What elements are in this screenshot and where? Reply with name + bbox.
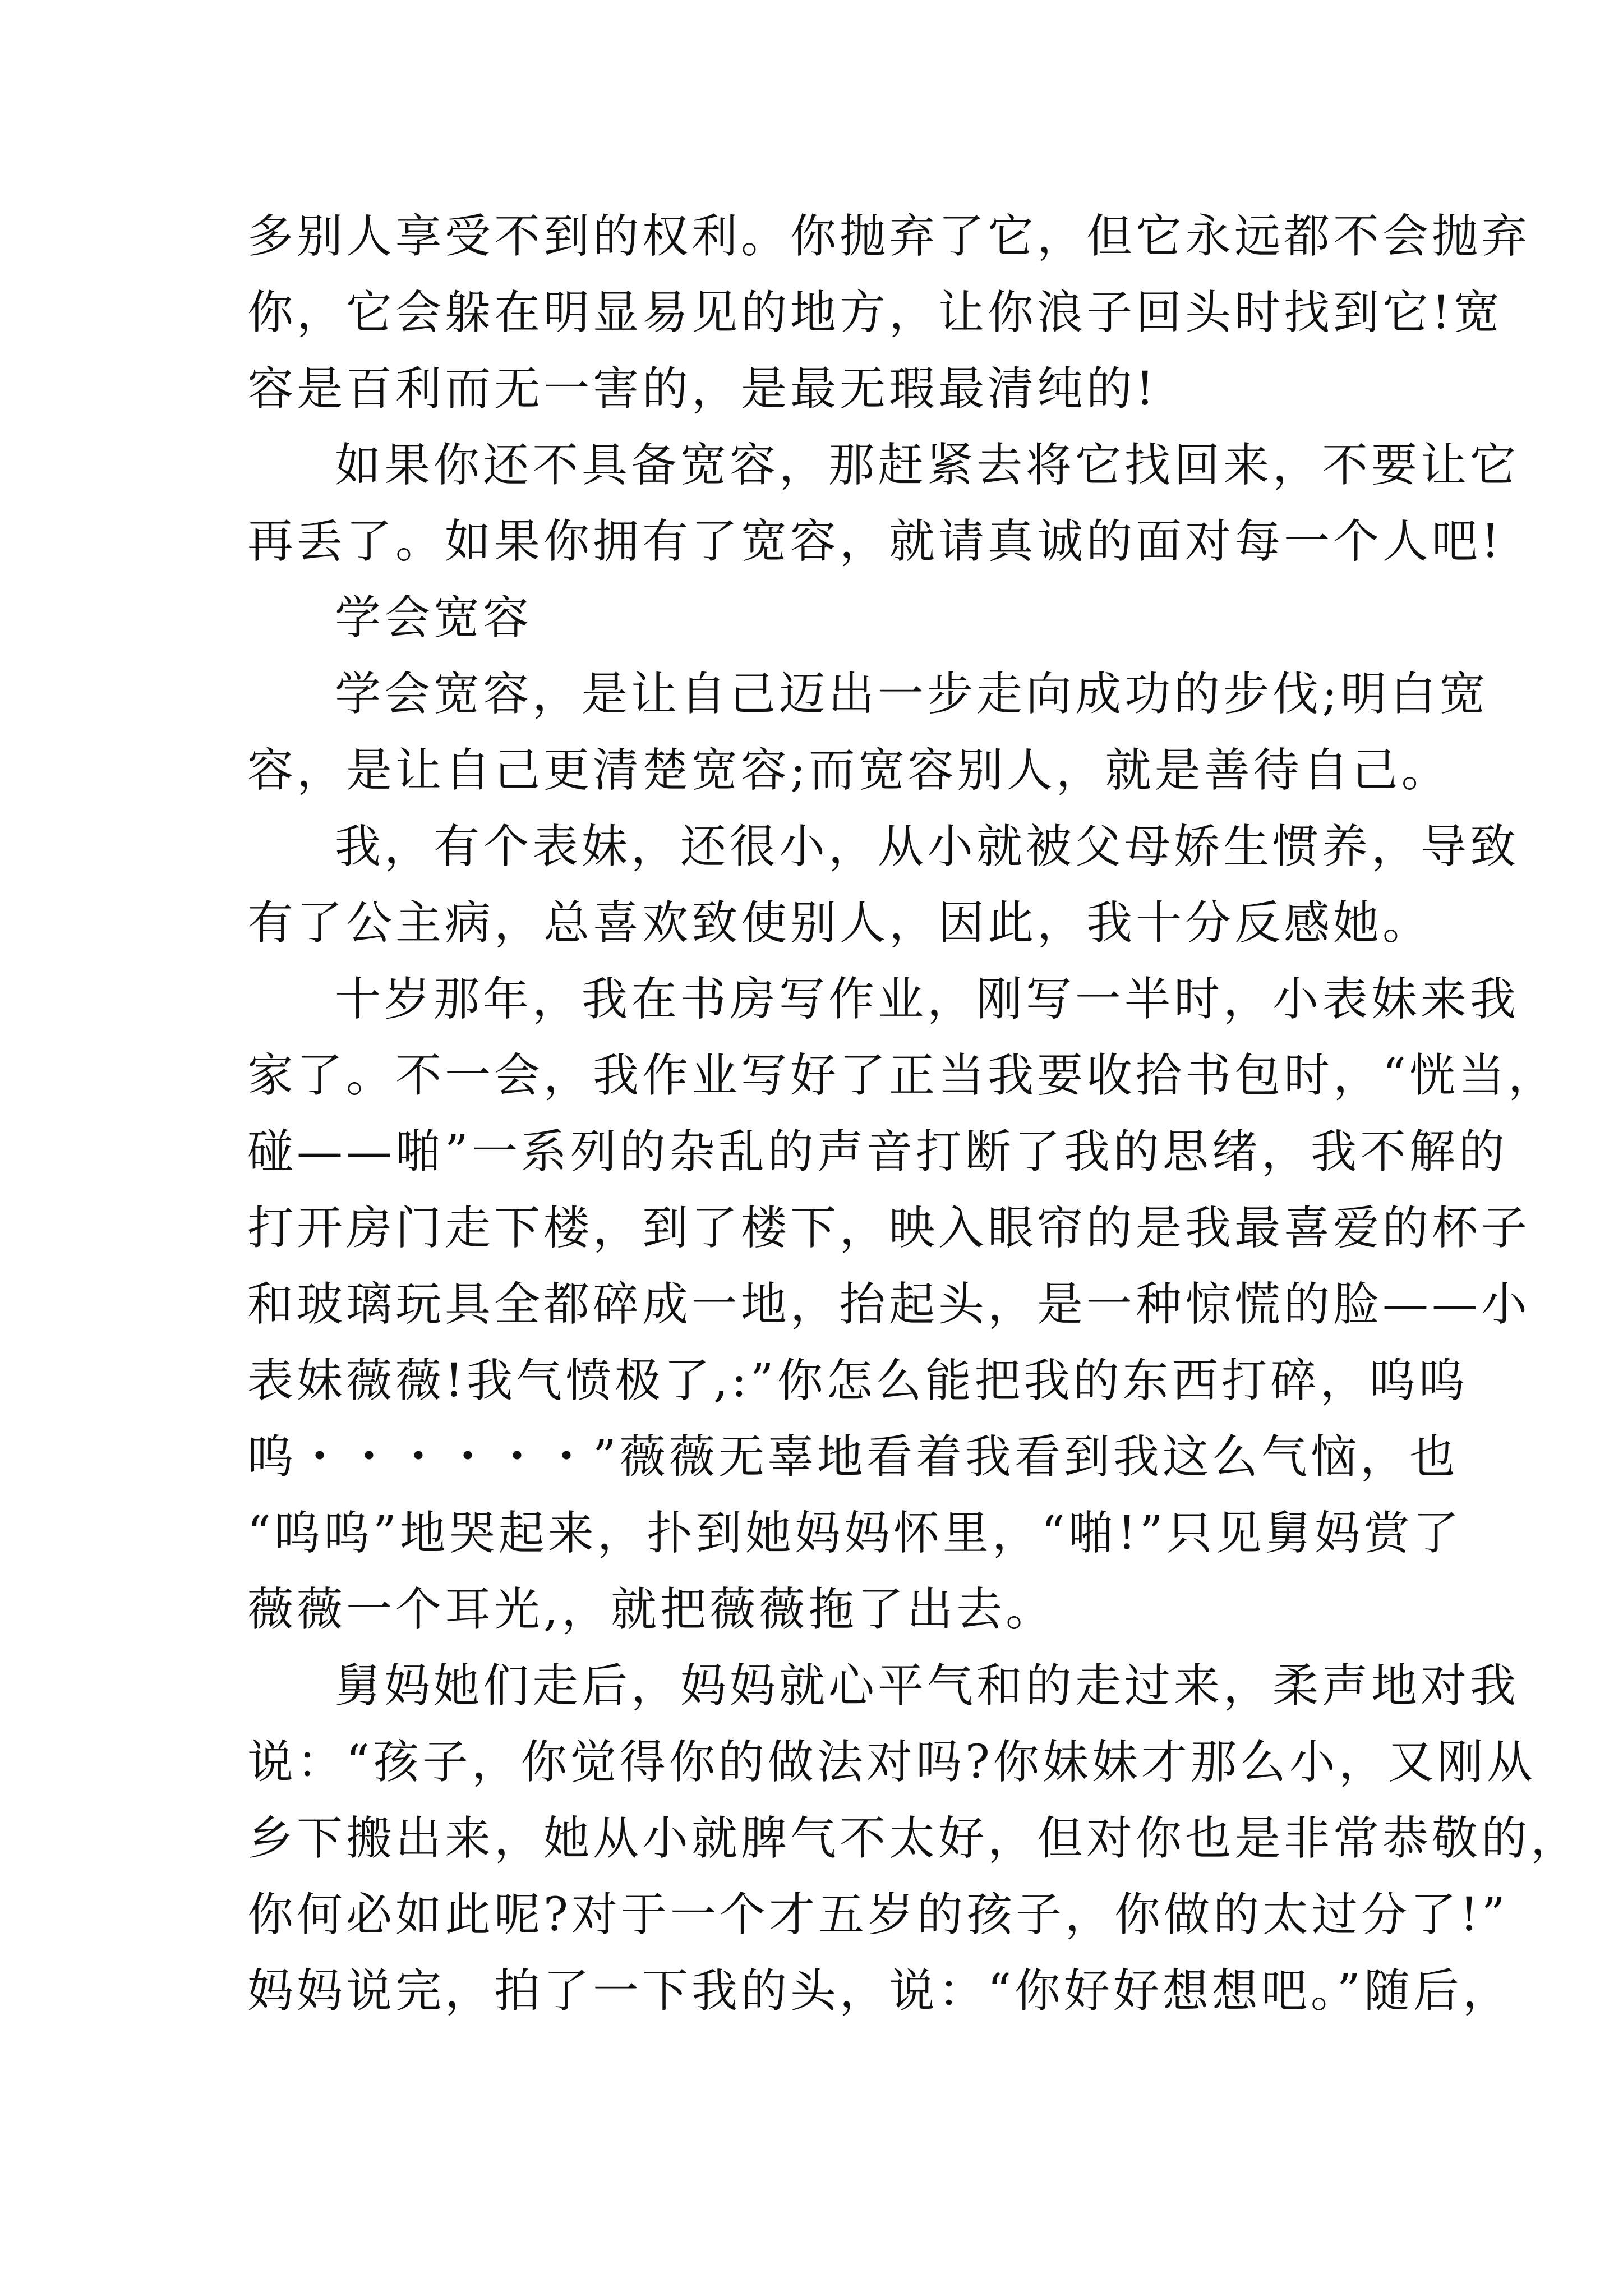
text-line: 家了。不一会，我作业写好了正当我要收拾书包时，“恍当， [247, 1049, 1557, 1102]
text-line: 和玻璃玩具全都碎成一地，抬起头，是一种惊慌的脸——小 [247, 1278, 1531, 1331]
text-line: 乡下搬出来，她从小就脾气不太好，但对你也是非常恭敬的， [247, 1812, 1580, 1865]
text-line: “呜呜”地哭起来，扑到她妈妈怀里，“啪!”只见舅妈赏了 [247, 1507, 1463, 1560]
text-line: 表妹薇薇!我气愤极了,:”你怎么能把我的东西打碎，呜呜 [247, 1354, 1468, 1407]
text-line: 有了公主病，总喜欢致使别人，因此，我十分反感她。 [247, 896, 1432, 950]
text-line: 你，它会躲在明显易见的地方，让你浪子回头时找到它!宽 [247, 286, 1503, 339]
text-line: 十岁那年，我在书房写作业，刚写一半时，小表妹来我 [335, 973, 1520, 1026]
section-heading: 学会宽容 [335, 591, 533, 645]
text-line: 妈妈说完，拍了一下我的头，说：“你好好想想吧。”随后， [247, 1964, 1512, 2018]
text-line: 说：“孩子，你觉得你的做法对吗?你妹妹才那么小，又刚从 [247, 1736, 1536, 1789]
text-line: 呜・・・・・・”薇薇无辜地看着我看到我这么气恼，也 [247, 1430, 1459, 1484]
text-line: 碰——啪”一系列的杂乱的声音打断了我的思绪，我不解的 [247, 1125, 1508, 1179]
text-line: 多别人享受不到的权利。你抛弃了它，但它永远都不会抛弃 [247, 210, 1531, 263]
text-line: 再丢了。如果你拥有了宽容，就请真诚的面对每一个人吧! [247, 515, 1503, 568]
text-line: 容，是让自己更清楚宽容;而宽容别人，就是善待自己。 [247, 744, 1451, 797]
text-line: 打开房门走下楼，到了楼下，映入眼帘的是我最喜爱的杯子 [247, 1202, 1531, 1255]
text-line: 舅妈她们走后，妈妈就心平气和的走过来，柔声地对我 [335, 1659, 1520, 1713]
text-line: 学会宽容，是让自己迈出一步走向成功的步伐;明白宽 [335, 668, 1489, 721]
text-line: 容是百利而无一害的，是最无瑕最清纯的! [247, 362, 1158, 416]
text-line: 我，有个表妹，还很小，从小就被父母娇生惯养，导致 [335, 820, 1520, 873]
body-text [247, 199, 1580, 2030]
text-line: 如果你还不具备宽容，那赶紧去将它找回来，不要让它 [335, 439, 1520, 492]
text-line: 薇薇一个耳光,，就把薇薇拖了出去。 [247, 1583, 1055, 1636]
text-line: 你何必如此呢?对于一个才五岁的孩子，你做的太过分了!” [247, 1888, 1509, 1941]
